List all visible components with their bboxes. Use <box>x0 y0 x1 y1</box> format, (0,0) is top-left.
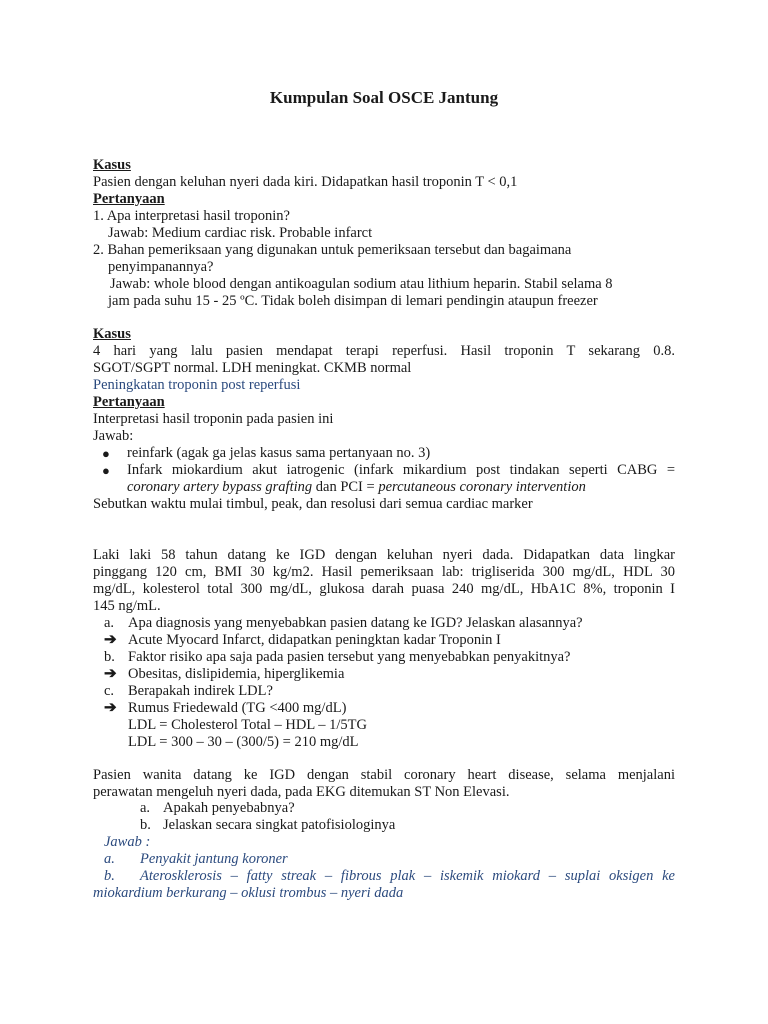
case4-question-b-label: b. <box>140 817 151 833</box>
case2-text-line2: SGOT/SGPT normal. LDH meningkat. CKMB normal <box>93 360 412 376</box>
case2-answer-label: Jawab: <box>93 428 134 444</box>
bullet-2-connector: dan PCI = <box>312 479 379 495</box>
case1-text: Pasien dengan keluhan nyeri dada kiri. Didapatkan hasil troponin T < 0,1 <box>93 174 518 190</box>
case1-answer-2-line2: jam pada suhu 15 - 25 ºC. Tidak boleh disimpan di lemari pendingin ataupun freezer <box>108 293 598 309</box>
case1-heading: Kasus <box>93 157 131 173</box>
case2-bullet-2-line1: Infark miokardium akut iatrogenic (infark mikardium post tindakan seperti CABG = <box>127 462 675 478</box>
case1-answer-2-line1: Jawab: whole blood dengan antikoagulan sodium atau lithium heparin. Stabil selama 8 <box>110 276 613 292</box>
case1-question-2-line2: penyimpanannya? <box>108 259 214 275</box>
case3-text-line1: Laki laki 58 tahun datang ke IGD dengan keluhan nyeri dada. Didapatkan data lingkar <box>93 547 675 563</box>
case4-text-line2: perawatan mengeluh nyeri dada, pada EKG ditemukan ST Non Elevasi. <box>93 784 510 800</box>
case2-bullet-1: reinfark (agak ga jelas kasus sama pertanyaan no. 3) <box>127 445 431 461</box>
case2-heading: Kasus <box>93 326 131 342</box>
document-title: Kumpulan Soal OSCE Jantung <box>269 88 499 107</box>
arrow-right-icon: ➔ <box>104 700 117 716</box>
case3-text-line2: pinggang 120 cm, BMI 30 kg/m2. Hasil pemeriksaan lab: trigliserida 300 mg/dL, HDL 30 <box>93 564 675 580</box>
arrow-right-icon: ➔ <box>104 666 117 682</box>
case3-answer-c-line3: LDL = 300 – 30 – (300/5) = 210 mg/dL <box>128 734 359 750</box>
case4-answer-label: Jawab : <box>104 834 151 850</box>
case4-answer-b-line1: Aterosklerosis – fatty streak – fibrous plak – iskemik miokard – suplai oksigen ke <box>140 868 675 884</box>
case3-question-a: Apa diagnosis yang menyebabkan pasien datang ke IGD? Jelaskan alasannya? <box>128 615 583 631</box>
case3-question-b-label: b. <box>104 649 115 665</box>
case3-answer-a: Acute Myocard Infarct, didapatkan peningktan kadar Troponin I <box>128 632 501 648</box>
case1-answer-1: Jawab: Medium cardiac risk. Probable infarct <box>108 225 373 241</box>
case2-question-heading: Pertanyaan <box>93 394 165 410</box>
bullet-icon: ● <box>102 446 110 461</box>
case3-answer-c-line2: LDL = Cholesterol Total – HDL – 1/5TG <box>128 717 367 733</box>
case2-bullet-2-line2 <box>127 479 586 496</box>
cabg-term: coronary artery bypass grafting <box>127 479 313 495</box>
case4-text-line1: Pasien wanita datang ke IGD dengan stabil coronary heart disease, selama menjalani <box>93 767 675 783</box>
case3-question-a-label: a. <box>104 615 115 631</box>
case4-answer-b-label: b. <box>104 868 115 884</box>
case3-question-c-label: c. <box>104 683 115 699</box>
pci-term: percutaneous coronary intervention <box>378 479 586 495</box>
case2-note: Peningkatan troponin post reperfusi <box>93 377 301 393</box>
case3-answer-c-line1: Rumus Friedewald (TG <400 mg/dL) <box>128 700 347 716</box>
case4-answer-a: Penyakit jantung koroner <box>140 851 288 867</box>
case3-text-line3: mg/dL, kolesterol total 300 mg/dL, glukosa darah puasa 240 mg/dL, HbA1C 8%, troponin I <box>93 581 675 597</box>
case1-question-heading: Pertanyaan <box>93 191 165 207</box>
case4-answer-a-label: a. <box>104 851 115 867</box>
case2-question-2: Sebutkan waktu mulai timbul, peak, dan resolusi dari semua cardiac marker <box>93 496 533 512</box>
case3-text-line4: 145 ng/mL. <box>93 598 161 614</box>
case2-question: Interpretasi hasil troponin pada pasien ini <box>93 411 334 427</box>
case4-question-a-label: a. <box>140 800 151 816</box>
case3-question-b: Faktor risiko apa saja pada pasien tersebut yang menyebabkan penyakitnya? <box>128 649 571 665</box>
case4-question-b: Jelaskan secara singkat patofisiologinya <box>163 817 396 833</box>
case1-question-2-line1: 2. Bahan pemeriksaan yang digunakan untuk pemeriksaan tersebut dan bagaimana <box>93 242 572 258</box>
case3-question-c: Berapakah indirek LDL? <box>128 683 273 699</box>
case3-answer-b: Obesitas, dislipidemia, hiperglikemia <box>128 666 345 682</box>
case4-answer-b-line2: miokardium berkurang – oklusi trombus – nyeri dada <box>93 885 404 901</box>
bullet-icon: ● <box>102 463 110 478</box>
case1-question-1: 1. Apa interpretasi hasil troponin? <box>93 208 290 224</box>
arrow-right-icon: ➔ <box>104 632 117 648</box>
case4-question-a: Apakah penyebabnya? <box>163 800 295 816</box>
case2-text-line1: 4 hari yang lalu pasien mendapat terapi reperfusi. Hasil troponin T sekarang 0.8. <box>93 343 675 359</box>
